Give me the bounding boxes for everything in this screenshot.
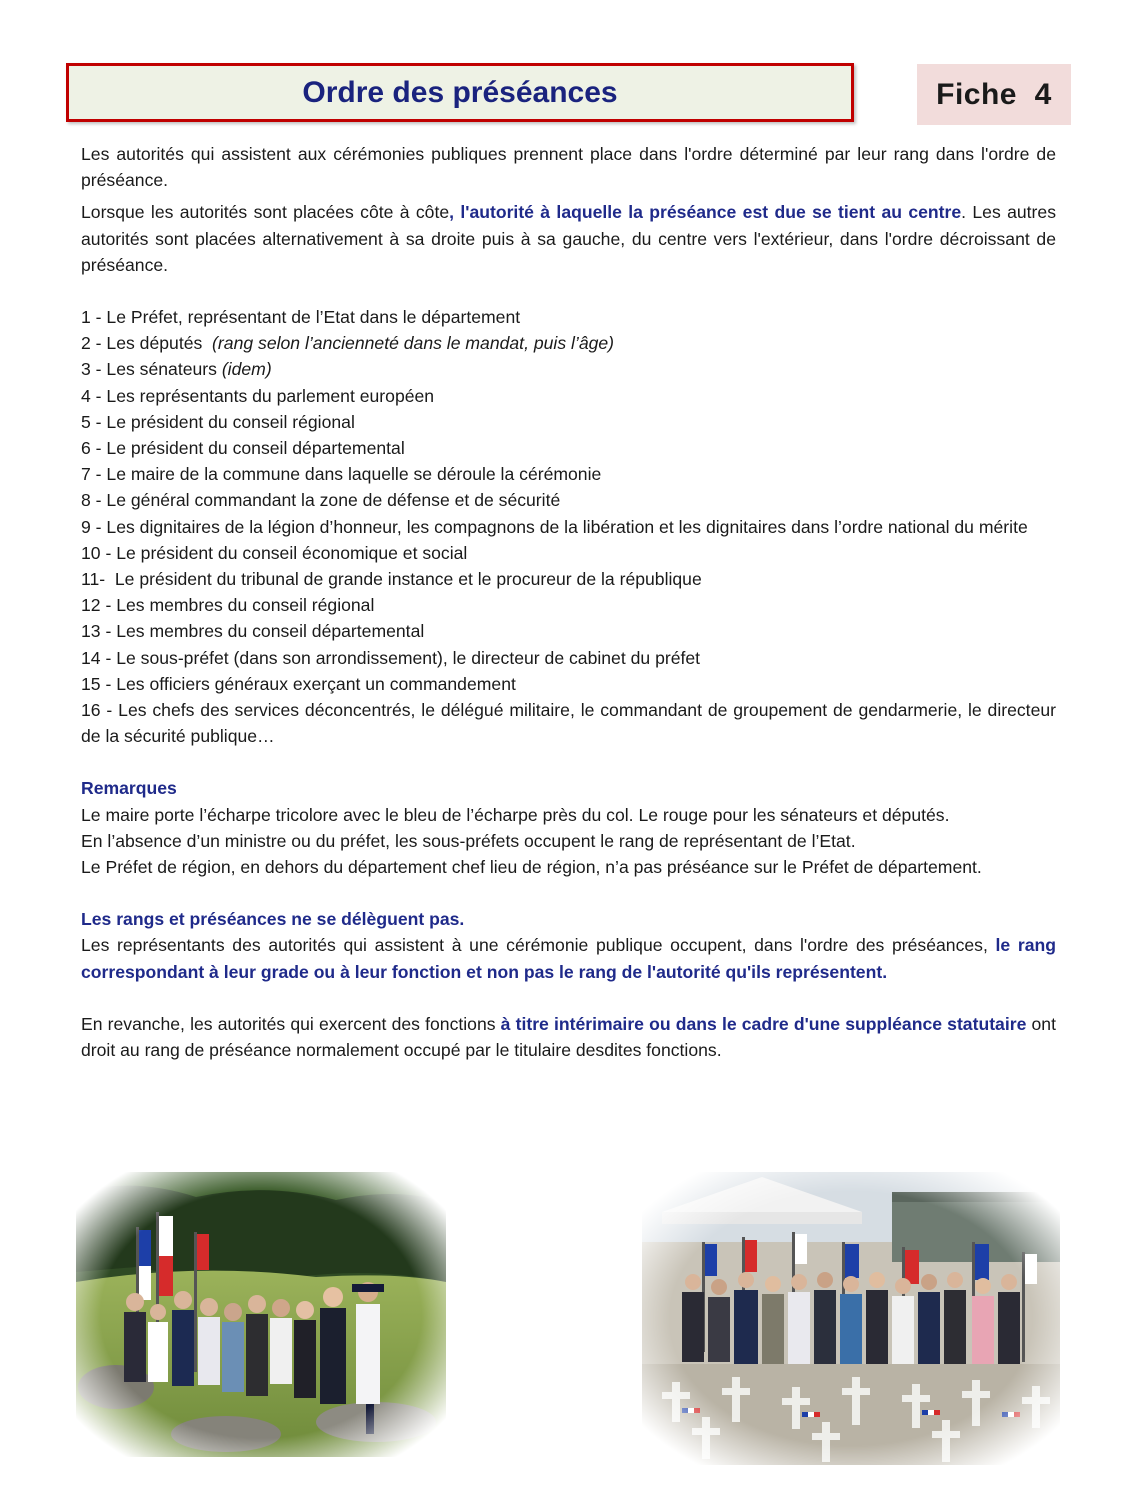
intro-paragraph-1: Les autorités qui assistent aux cérémonies publiques prennent place dans l'ordre déterminé par leur rang dans l'ordre de préséance. <box>81 144 1056 191</box>
rangs-emphasis-2: à titre intérimaire ou dans le cadre d'une suppléance statutaire <box>500 1013 1027 1034</box>
rangs-text: Les représentants des autorités qui assistent à une cérémonie publique occupent, dans l'ordre des préséances, <box>81 935 996 956</box>
document-body <box>81 141 1056 1063</box>
remarque-3: Le Préfet de région, en dehors du département chef lieu de région, n’a pas préséance sur le Préfet de département. <box>81 857 982 878</box>
ceremony-photo-cemetery <box>642 1172 1060 1465</box>
page-title: Ordre des préséances <box>302 75 618 109</box>
list-item <box>81 356 1056 382</box>
list-item-note: (idem) <box>221 359 272 380</box>
list-item: 12 - Les membres du conseil régional <box>81 595 375 616</box>
ceremony-photo-cemetery-image <box>642 1172 1060 1465</box>
list-item: 7 - Le maire de la commune dans laquelle se déroule la cérémonie <box>81 464 602 485</box>
list-item: 13 - Les membres du conseil départemental <box>81 621 425 642</box>
fiche-badge <box>917 64 1071 125</box>
list-item: 5 - Le président du conseil régional <box>81 411 355 432</box>
list-item: 14 - Le sous-préfet (dans son arrondissement), le directeur de cabinet du préfet <box>81 647 701 668</box>
list-item <box>81 330 1056 356</box>
list-item: 8 - Le général commandant la zone de défense et de sécurité <box>81 490 561 511</box>
list-item-note: (rang selon l’ancienneté dans le mandat, puis l’âge) <box>207 333 615 354</box>
rangs-emphasis: le rang correspondant à leur grade ou à leur fonction et non pas le rang de l'autorité qu'ils représentent. <box>81 935 1056 982</box>
list-item: 6 - Le président du conseil départemental <box>81 438 405 459</box>
intro-emphasis: , l'autorité à laquelle la préséance est due se tient au centre <box>449 202 962 223</box>
list-item: 9 - Les dignitaires de la légion d’honneur, les compagnons de la libération et les dignitaires dans l’ordre national du mérite <box>81 516 1028 537</box>
rangs-paragraph-1 <box>81 932 1056 984</box>
title-banner <box>66 63 854 122</box>
list-item: 1 - Le Préfet, représentant de l’Etat dans le département <box>81 307 521 328</box>
list-item: 16 - Les chefs des services déconcentrés, le délégué militaire, le commandant de groupement de gendarmerie, le directeur de la sécurité publique… <box>81 700 1056 747</box>
ceremony-photo-hillside-image <box>76 1172 446 1457</box>
intro-text-end: . Les autres autorités sont placées alternativement à sa droite puis à sa gauche, du centre vers l'extérieur, dans l'ordre décroissant de préséance. <box>81 202 1056 275</box>
remarque-2: En l’absence d’un ministre ou du préfet, les sous-préfets occupent le rang de représentant de l’Etat. <box>81 830 856 851</box>
rangs-text-2-end: ont droit au rang de préséance normalement occupé par le titulaire desdites fonctions. <box>81 1013 1056 1061</box>
list-item: 11- Le président du tribunal de grande instance et le procureur de la république <box>81 569 702 590</box>
intro-paragraph-2 <box>81 199 1056 278</box>
ceremony-photo-hillside <box>76 1172 446 1457</box>
list-item: 10 - Le président du conseil économique et social <box>81 542 468 563</box>
rangs-heading: Les rangs et préséances ne se délèguent pas. <box>81 909 465 930</box>
list-item: 4 - Les représentants du parlement européen <box>81 385 435 406</box>
remarques-heading: Remarques <box>81 778 177 799</box>
fiche-label: Fiche 4 <box>936 77 1052 111</box>
rangs-paragraph-2 <box>81 1011 1056 1063</box>
rangs-text-2: En revanche, les autorités qui exercent des fonctions <box>81 1013 501 1034</box>
remarque-1: Le maire porte l’écharpe tricolore avec le bleu de l’écharpe près du col. Le rouge pour les sénateurs et députés. <box>81 804 950 825</box>
list-item-text: 2 - Les députés <box>81 333 208 354</box>
list-item-text: 3 - Les sénateurs <box>81 359 222 380</box>
precedence-list <box>81 304 1056 749</box>
intro-text: Lorsque les autorités sont placées côte à côte <box>81 202 450 223</box>
list-item: 15 - Les officiers généraux exerçant un commandement <box>81 673 516 694</box>
